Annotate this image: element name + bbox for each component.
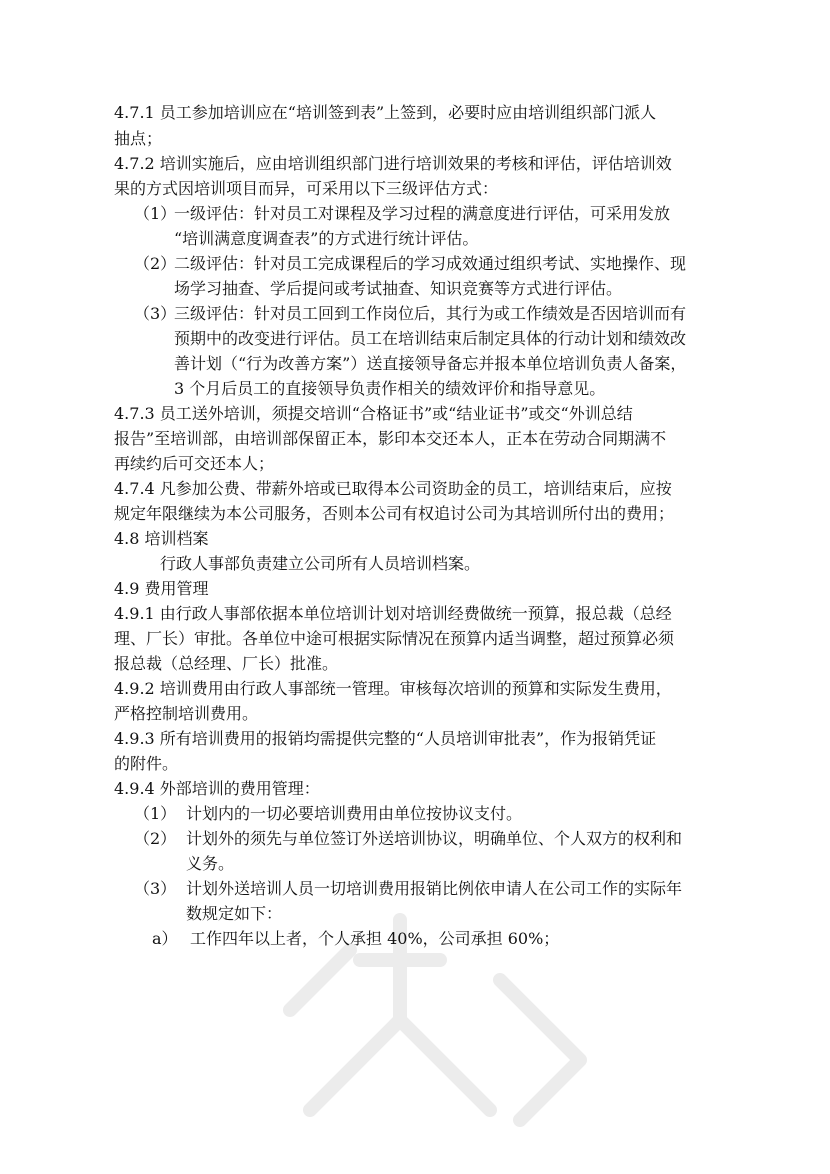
text-line: 4.7.3 员工送外培训，须提交培训“合格证书”或“结业证书”或交“外训总结: [114, 404, 633, 423]
text-line: 二级评估：针对员工完成课程后的学习成效通过组织考试、实地操作、现: [174, 254, 687, 273]
text-line: 行政人事部负责建立公司所有人员培训档案。: [160, 554, 481, 573]
list-marker: （1）: [134, 204, 177, 223]
text-line: 三级评估：针对员工回到工作岗位后，其行为或工作绩效是否因培训而有: [174, 304, 687, 323]
watermark-logo-icon: [250, 860, 610, 1160]
text-line: 4.9.2 培训费用由行政人事部统一管理。审核每次培训的预算和实际发生费用，: [114, 679, 672, 698]
text-line: 4.9.4 外部培训的费用管理：: [114, 779, 320, 798]
text-line: 工作四年以上者，个人承担 40%，公司承担 60%；: [190, 929, 560, 948]
text-line: 场学习抽查、学后提问或考试抽查、知识竞赛等方式进行评估。: [174, 279, 623, 298]
section-heading: 4.8 培训档案: [114, 529, 209, 548]
text-line: “培训满意度调查表”的方式进行统计评估。: [174, 229, 479, 248]
text-line: 一级评估：针对员工对课程及学习过程的满意度进行评估，可采用发放: [174, 204, 671, 223]
text-line: 果的方式因培训项目而异，可采用以下三级评估方式：: [114, 179, 499, 198]
text-line: 善计划（“行为改善方案”）送直接领导备忘并报本单位培训负责人备案，: [174, 354, 687, 373]
text-line: 预期中的改变进行评估。员工在培训结束后制定具体的行动计划和绩效改: [174, 329, 687, 348]
text-line: 计划外送培训人员一切培训费用报销比例依申请人在公司工作的实际年: [186, 879, 683, 898]
text-line: 4.9.3 所有培训费用的报销均需提供完整的“人员培训审批表”，作为报销凭证: [114, 729, 657, 748]
text-line: 严格控制培训费用。: [114, 704, 259, 723]
text-line: 4.7.2 培训实施后，应由培训组织部门进行培训效果的考核和评估，评估培训效: [114, 154, 672, 173]
list-marker: （2）: [134, 829, 177, 848]
list-marker: （3）: [134, 304, 177, 323]
text-line: 报告”至培训部，由培训部保留正本，影印本交还本人，正本在劳动合同期满不: [114, 429, 667, 448]
text-line: 理、厂长）审批。各单位中途可根据实际情况在预算内适当调整，超过预算必须: [114, 629, 675, 648]
text-line: 数规定如下：: [186, 904, 283, 923]
text-line: 报总裁（总经理、厂长）批准。: [114, 654, 339, 673]
text-line: 再续约后可交还本人；: [114, 454, 275, 473]
list-marker: （1）: [134, 804, 177, 823]
list-marker: a）: [152, 929, 178, 948]
text-line: 计划外的须先与单位签订外送培训协议，明确单位、个人双方的权利和: [186, 829, 683, 848]
text-line: 3 个月后员工的直接领导负责作相关的绩效评价和指导意见。: [174, 379, 606, 398]
text-line: 义务。: [186, 854, 235, 873]
text-line: 计划内的一切必要培训费用由单位按协议支付。: [186, 804, 523, 823]
text-line: 4.7.1 员工参加培训应在“培训签到表”上签到，必要时应由培训组织部门派人: [114, 103, 657, 122]
section-heading: 4.9 费用管理: [114, 579, 209, 598]
list-marker: （3）: [134, 879, 177, 898]
text-line: 4.9.1 由行政人事部依据本单位培训计划对培训经费做统一预算，报总裁（总经: [114, 604, 672, 623]
text-line: 抽点；: [114, 129, 163, 148]
text-line: 的附件。: [114, 754, 179, 773]
text-line: 规定年限继续为本公司服务，否则本公司有权追讨公司为其培训所付出的费用；: [114, 504, 675, 523]
list-marker: （2）: [134, 254, 177, 273]
text-line: 4.7.4 凡参加公费、带薪外培或已取得本公司资助金的员工，培训结束后，应按: [114, 479, 672, 498]
